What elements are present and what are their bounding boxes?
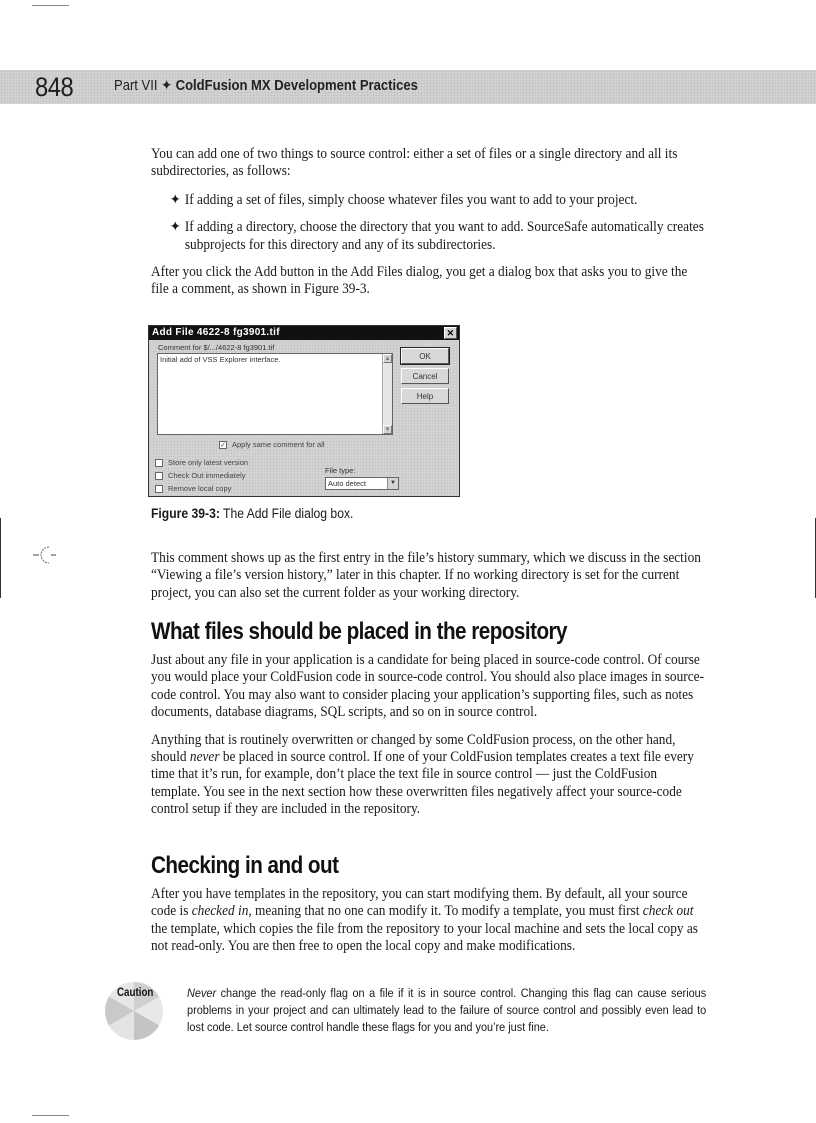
chapter-part-title: ColdFusion MX Development Practices (175, 78, 418, 94)
ok-button[interactable]: OK (401, 348, 449, 364)
add-file-dialog (148, 325, 460, 497)
section-repository (151, 618, 707, 819)
close-icon[interactable]: ✕ (444, 327, 457, 339)
list-item: ✦ If adding a set of files, simply choose whatever files you want to add to your project. (169, 191, 638, 208)
section-paragraph: After you have templates in the repository, you can start modifying them. By default, all your source code is checked in, meaning that no one can modify it. To modify a template, you must first check out the template, which copies the file from the repository to your local machine and sets the local copy as not read-only. You are then free to open the local copy and make modifications. (151, 886, 698, 955)
apply-same-comment-checkbox[interactable]: ✓ Apply same comment for all (220, 440, 325, 449)
running-header (0, 70, 816, 104)
caution-label: Caution (117, 987, 154, 999)
cancel-button[interactable]: Cancel (401, 368, 449, 384)
section-paragraph: Just about any file in your application is a candidate for being placed in source-code control. Of course you would place your ColdFusion code in source-code control. You should also place images in source-code control. You may also want to consider placing your application’s supporting files, such as notes documents, database diagrams, SQL scripts, and so on in source control. (151, 652, 704, 721)
after-figure-paragraph: This comment shows up as the first entry in the file’s history summary, which we discuss in the section “Viewing a file’s version history,” later in this chapter. If no working directory is set for the current project, you can also set the current folder as your working directory. (151, 550, 701, 601)
checkbox-empty-icon (155, 485, 163, 493)
part-label: Part VII (114, 78, 158, 94)
caution-text: Never change the read-only flag on a file if it is in source control. Changing this flag can cause serious problems in your project and can ultimately lead to the failure of source control and possibly even lead to lost code. Let source control handle these flags for you and you’re just fine. (187, 986, 707, 1035)
crop-mark-left-edge (0, 518, 1, 598)
comment-value: Initial add of VSS Explorer interface. (160, 355, 281, 364)
file-type-select[interactable]: Auto detect ▼ (325, 477, 399, 490)
section-paragraph: Anything that is routinely overwritten or changed by some ColdFusion process, on the other hand, should never be placed in source control. If one of your ColdFusion templates creates a text file every time that it’s run, for example, don’t place the text file in source control — just the ColdFusion template. You see in the next section how these overwritten files negatively affect your source-code control setup if they are included in the repository. (151, 731, 694, 818)
after-paragraph: After you click the Add button in the Add Files dialog, you get a dialog box that asks you to give the file a comment, as shown in Figure 39-3. (151, 264, 688, 298)
section-heading: What files should be placed in the repository (151, 618, 568, 645)
scroll-up-icon[interactable]: ▲ (384, 356, 391, 362)
store-latest-version-checkbox[interactable]: Store only latest version (155, 458, 248, 467)
after-figure-section (151, 550, 707, 602)
checkbox-empty-icon (155, 472, 163, 480)
chevron-down-icon[interactable]: ▼ (387, 478, 398, 489)
intro-paragraph: You can add one of two things to source control: either a set of files or a single directory and all its subdirectories, as follows: (151, 146, 678, 180)
bullet-list (151, 192, 707, 254)
running-head-text (114, 78, 418, 94)
figure-caption-text: The Add File dialog box. (223, 506, 354, 521)
diamond-bullet-icon: ✦ (169, 219, 181, 236)
dialog-title: Add File 4622-8 fg3901.tif (152, 327, 280, 338)
section-heading: Checking in and out (151, 852, 339, 879)
diamond-bullet-icon: ✦ (169, 191, 181, 208)
checkbox-empty-icon (155, 459, 163, 467)
crop-mark-top-left (32, 5, 69, 6)
figure-label: Figure 39-3: (151, 506, 220, 521)
figure-caption (151, 506, 353, 521)
remove-local-copy-checkbox[interactable]: Remove local copy (155, 484, 231, 493)
registration-mark-icon (31, 540, 61, 570)
check-out-immediately-checkbox[interactable]: Check Out immediately (155, 471, 246, 480)
checkmark-icon: ✓ (220, 441, 226, 449)
diamond-separator-icon: ✦ (161, 78, 173, 94)
comment-textarea[interactable] (157, 353, 393, 435)
intro-section (151, 146, 707, 299)
scroll-down-icon[interactable]: ▼ (384, 427, 391, 433)
section-checking (151, 852, 707, 956)
file-type-label: File type: (325, 466, 356, 475)
comment-scrollbar[interactable] (382, 354, 392, 434)
dialog-title-bar (149, 326, 459, 340)
list-item: ✦ If adding a directory, choose the directory that you want to add. SourceSafe automatically creates subprojects for this directory and any of its subdirectories. (169, 219, 704, 253)
crop-mark-bottom-left (32, 1115, 69, 1116)
help-button[interactable]: Help (401, 388, 449, 404)
comment-label: Comment for $/.../4622-8 fg3901.tif (158, 343, 275, 352)
page-number: 848 (35, 72, 74, 102)
